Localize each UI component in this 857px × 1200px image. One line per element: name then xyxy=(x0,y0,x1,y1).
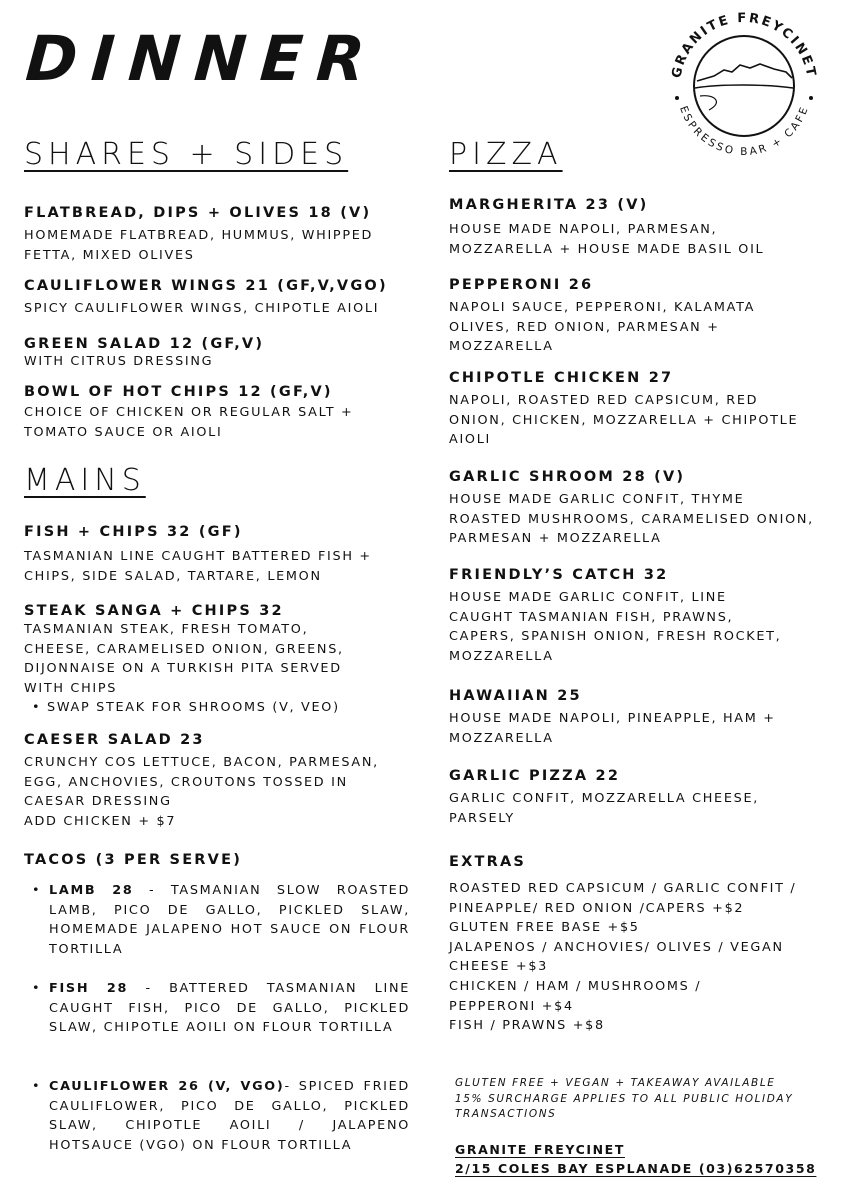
item-title: BOWL OF HOT CHIPS 12 (GF,V) xyxy=(24,384,333,400)
dietary-surcharge-note: GLUTEN FREE + VEGAN + TAKEAWAY AVAILABLE 15% SURCHARGE APPLIES TO ALL PUBLIC HOLIDAY TRANSACTIONS xyxy=(455,1077,794,1120)
pizza-garlic xyxy=(449,767,849,828)
item-desc: HOUSE MADE NAPOLI, PARMESAN, MOZZARELLA + HOUSE MADE BASIL OIL xyxy=(449,222,765,257)
item-desc: SPICY CAULIFLOWER WINGS, CHIPOTLE AIOLI xyxy=(24,301,380,316)
item-desc: HOUSE MADE NAPOLI, PINEAPPLE, HAM + MOZZARELLA xyxy=(449,711,776,746)
cafe-name: GRANITE FREYCINET xyxy=(455,1142,625,1157)
item-title: MARGHERITA 23 (V) xyxy=(449,197,649,213)
item-title: CAULIFLOWER WINGS 21 (GF,V,VGO) xyxy=(24,278,388,294)
pizza-hawaiian xyxy=(449,687,849,748)
granite-freycinet-logo xyxy=(664,6,824,166)
menu-item-flatbread xyxy=(24,204,424,265)
item-title: GARLIC PIZZA 22 xyxy=(449,768,621,784)
taco-name: CAULIFLOWER 26 (V, VGO) xyxy=(49,1079,285,1094)
pizza-heading: PIZZA xyxy=(449,137,563,172)
item-title: CAESER SALAD 23 xyxy=(24,732,205,748)
item-title: TACOS (3 PER SERVE) xyxy=(24,852,243,868)
item-title: HAWAIIAN 25 xyxy=(449,688,582,704)
taco-desc: - BATTERED TASMANIAN LINE CAUGHT FISH, PICO DE GALLO, PICKLED SLAW, CHIPOTLE AOILI ON FLOUR TORTILLA xyxy=(49,981,410,1036)
item-desc: TASMANIAN STEAK, FRESH TOMATO, CHEESE, CARAMELISED ONION, GREENS, DIJONNAISE ON A TURKISH PITA SERVED WITH CHIPS xyxy=(24,622,344,696)
item-desc: HOUSE MADE GARLIC CONFIT, THYME ROASTED MUSHROOMS, CARAMELISED ONION, PARMESAN + MOZZARELLA xyxy=(449,492,814,547)
item-desc: CRUNCHY COS LETTUCE, BACON, PARMESAN, EGG, ANCHOVIES, CROUTONS TOSSED IN CAESAR DRESSING ADD CHICKEN + $7 xyxy=(24,755,379,829)
mains-heading: MAINS xyxy=(24,463,146,498)
extras-title: EXTRAS xyxy=(449,854,527,870)
taco-fish xyxy=(32,979,410,1038)
logo-bottom-text: ESPRESSO BAR + CAFE xyxy=(676,104,812,159)
taco-desc: - SPICED FRIED CAULIFLOWER, PICO DE GALLO, PICKLED SLAW, CHIPOTLE AOILI / JALAPENO HOTSAUCE (VGO) ON FLOUR TORTILLA xyxy=(49,1079,410,1153)
menu-item-cauliflower-wings xyxy=(24,277,424,319)
item-desc: NAPOLI SAUCE, PEPPERONI, KALAMATA OLIVES, RED ONION, PARMESAN + MOZZARELLA xyxy=(449,300,756,355)
menu-item-caeser-salad xyxy=(24,731,424,831)
item-title: GREEN SALAD 12 (GF,V) xyxy=(24,336,265,352)
cafe-address-phone: 2/15 COLES BAY ESPLANADE (03)62570358 xyxy=(455,1161,817,1176)
pizza-chipotle-chicken xyxy=(449,369,849,450)
item-desc: WITH CITRUS DRESSING xyxy=(24,354,214,369)
menu-item-steak-sanga xyxy=(24,602,424,718)
taco-desc: - TASMANIAN SLOW ROASTED LAMB, PICO DE GALLO, PICKLED SLAW, HOMEMADE JALAPENO HOT SAUCE ON FLOUR TORTILLA xyxy=(49,883,410,957)
item-desc: HOMEMADE FLATBREAD, HUMMUS, WHIPPED FETTA, MIXED OLIVES xyxy=(24,228,374,263)
shares-heading: SHARES + SIDES xyxy=(24,137,349,172)
taco-name: LAMB 28 xyxy=(49,883,134,898)
swap-steak-note: • SWAP STEAK FOR SHROOMS (V, VEO) xyxy=(32,700,340,716)
item-desc: TASMANIAN LINE CAUGHT BATTERED FISH + CHIPS, SIDE SALAD, TARTARE, LEMON xyxy=(24,549,372,584)
svg-text:GRANITE FREYCINET xyxy=(669,11,818,80)
menu-item-tacos xyxy=(24,851,424,873)
item-desc: NAPOLI, ROASTED RED CAPSICUM, RED ONION, CHICKEN, MOZZARELLA + CHIPOTLE AIOLI xyxy=(449,393,799,448)
taco-lamb xyxy=(32,881,410,959)
item-title: FISH + CHIPS 32 (GF) xyxy=(24,524,243,540)
item-desc: CHOICE OF CHICKEN OR REGULAR SALT + TOMATO SAUCE OR AIOLI xyxy=(24,405,354,440)
item-title: GARLIC SHROOM 28 (V) xyxy=(449,469,686,485)
extras-desc: ROASTED RED CAPSICUM / GARLIC CONFIT / PINEAPPLE/ RED ONION /CAPERS +$2 GLUTEN FREE BASE +$5 JALAPENOS / ANCHOVIES/ OLIVES / VEGAN CHEESE +$3 CHICKEN / HAM / MUSHROOMS / PEPPERONI +$4 FISH / PRAWNS +$8 xyxy=(449,881,797,1034)
menu-title: DINNER xyxy=(23,22,381,95)
taco-cauliflower xyxy=(32,1077,410,1155)
menu-item-hot-chips xyxy=(24,383,424,442)
pizza-pepperoni xyxy=(449,276,849,357)
item-desc: GARLIC CONFIT, MOZZARELLA CHEESE, PARSELY xyxy=(449,791,759,826)
item-title: FLATBREAD, DIPS + OLIVES 18 (V) xyxy=(24,205,372,221)
item-title: CHIPOTLE CHICKEN 27 xyxy=(449,370,674,386)
pizza-friendlys-catch xyxy=(449,566,849,666)
item-title: PEPPERONI 26 xyxy=(449,277,594,293)
cafe-address xyxy=(455,1140,816,1178)
svg-text:ESPRESSO BAR + CAFE xyxy=(677,105,811,159)
item-desc: HOUSE MADE GARLIC CONFIT, LINE CAUGHT TASMANIAN FISH, PRAWNS, CAPERS, SPANISH ONION, FRESH ROCKET, MOZZARELLA xyxy=(449,590,782,664)
item-title: FRIENDLY’S CATCH 32 xyxy=(449,567,669,583)
extras-section xyxy=(449,853,849,1036)
menu-item-green-salad xyxy=(24,335,424,370)
taco-name: FISH 28 xyxy=(49,981,129,996)
item-title: STEAK SANGA + CHIPS 32 xyxy=(24,603,284,619)
menu-item-fish-chips xyxy=(24,523,424,586)
pizza-margherita xyxy=(449,196,849,259)
logo-top-text: GRANITE FREYCINET xyxy=(669,10,819,80)
pizza-garlic-shroom xyxy=(449,468,849,549)
